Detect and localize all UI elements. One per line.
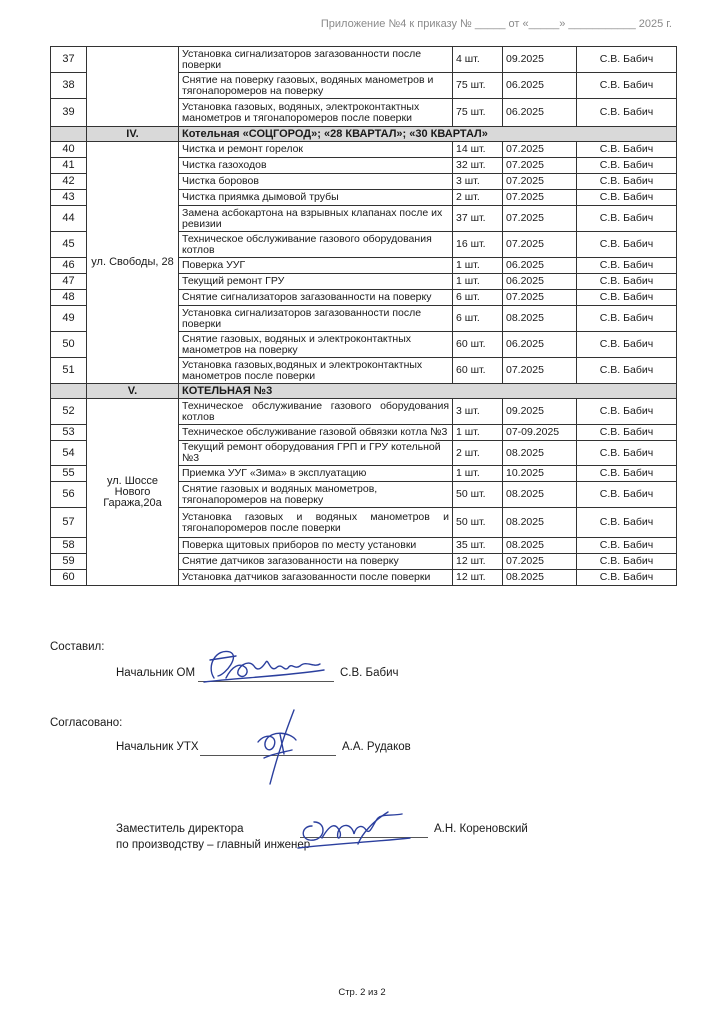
- due-date: 06.2025: [503, 258, 577, 274]
- due-date: 10.2025: [503, 466, 577, 482]
- quantity: 75 шт.: [453, 99, 503, 127]
- quantity: 75 шт.: [453, 73, 503, 99]
- work-description: Чистка боровов: [179, 174, 453, 190]
- responsible: С.В. Бабич: [577, 290, 677, 306]
- row-number: 39: [51, 99, 87, 127]
- page-number: Стр. 2 из 2: [338, 987, 386, 998]
- responsible: С.В. Бабич: [577, 142, 677, 158]
- due-date: 08.2025: [503, 441, 577, 466]
- table-row: [51, 142, 677, 158]
- work-description: Приемка УУГ «Зима» в эксплуатацию: [179, 466, 453, 482]
- address-cell: [87, 47, 179, 127]
- responsible: С.В. Бабич: [577, 482, 677, 508]
- due-date: 07.2025: [503, 232, 577, 258]
- section-header: [51, 127, 677, 142]
- work-description: Техническое обслуживание газового оборудования котлов: [179, 232, 453, 258]
- section-empty: [51, 384, 87, 399]
- due-date: 08.2025: [503, 538, 577, 554]
- work-plan-table: [50, 46, 677, 586]
- agreed2-name: А.Н. Кореновский: [434, 823, 528, 835]
- row-number: 44: [51, 206, 87, 232]
- quantity: 37 шт.: [453, 206, 503, 232]
- work-description: Снятие на поверку газовых, водяных манометров и тягонапоромеров на поверку: [179, 73, 453, 99]
- due-date: 07-09.2025: [503, 425, 577, 441]
- responsible: С.В. Бабич: [577, 399, 677, 425]
- due-date: 09.2025: [503, 399, 577, 425]
- row-number: 60: [51, 570, 87, 586]
- row-number: 51: [51, 358, 87, 384]
- address-cell: ул. Шоссе Нового Гаража,20а: [87, 399, 179, 586]
- due-date: 06.2025: [503, 73, 577, 99]
- work-description: Текущий ремонт оборудования ГРП и ГРУ котельной №3: [179, 441, 453, 466]
- work-description: Чистка и ремонт горелок: [179, 142, 453, 158]
- signature-babich: [196, 638, 346, 688]
- work-description: Установка сигнализаторов загазованности после поверки: [179, 306, 453, 332]
- work-description: Снятие сигнализаторов загазованности на поверку: [179, 290, 453, 306]
- due-date: 08.2025: [503, 570, 577, 586]
- signature-korenovsky: [292, 804, 422, 856]
- quantity: 50 шт.: [453, 508, 503, 538]
- agreed-label: Согласовано:: [50, 717, 123, 729]
- row-number: 49: [51, 306, 87, 332]
- work-description: Техническое обслуживание газовой обвязки котла №3: [179, 425, 453, 441]
- responsible: С.В. Бабич: [577, 274, 677, 290]
- row-number: 37: [51, 47, 87, 73]
- work-description: Снятие газовых, водяных и электроконтактных манометров на поверку: [179, 332, 453, 358]
- work-description: Замена асбокартона на взрывных клапанах после их ревизии: [179, 206, 453, 232]
- responsible: С.В. Бабич: [577, 47, 677, 73]
- quantity: 2 шт.: [453, 441, 503, 466]
- quantity: 6 шт.: [453, 290, 503, 306]
- agreed1-position: Начальник УТХ: [116, 741, 199, 753]
- compiled-name: С.В. Бабич: [340, 667, 399, 679]
- due-date: 06.2025: [503, 332, 577, 358]
- work-description: Установка газовых и водяных манометров и тягонапоромеров после поверки: [179, 508, 453, 538]
- section-title: Котельная «СОЦГОРОД»; «28 КВАРТАЛ»; «30 КВАРТАЛ»: [179, 127, 677, 142]
- row-number: 57: [51, 508, 87, 538]
- due-date: 07.2025: [503, 142, 577, 158]
- section-empty: [51, 127, 87, 142]
- work-description: Техническое обслуживание газового оборудования котлов: [179, 399, 453, 425]
- quantity: 6 шт.: [453, 306, 503, 332]
- work-description: Установка газовых, водяных, электроконтактных манометров и тягонапоромеров после поверки: [179, 99, 453, 127]
- due-date: 08.2025: [503, 482, 577, 508]
- row-number: 50: [51, 332, 87, 358]
- work-description: Чистка приямка дымовой трубы: [179, 190, 453, 206]
- row-number: 58: [51, 538, 87, 554]
- responsible: С.В. Бабич: [577, 332, 677, 358]
- quantity: 3 шт.: [453, 174, 503, 190]
- compiled-position: Начальник ОМ: [116, 667, 196, 679]
- responsible: С.В. Бабич: [577, 206, 677, 232]
- row-number: 45: [51, 232, 87, 258]
- row-number: 52: [51, 399, 87, 425]
- work-description: Поверка УУГ: [179, 258, 453, 274]
- responsible: С.В. Бабич: [577, 441, 677, 466]
- responsible: С.В. Бабич: [577, 358, 677, 384]
- row-number: 42: [51, 174, 87, 190]
- due-date: 07.2025: [503, 174, 577, 190]
- responsible: С.В. Бабич: [577, 158, 677, 174]
- work-description: Чистка газоходов: [179, 158, 453, 174]
- row-number: 54: [51, 441, 87, 466]
- quantity: 60 шт.: [453, 358, 503, 384]
- row-number: 38: [51, 73, 87, 99]
- row-number: 46: [51, 258, 87, 274]
- responsible: С.В. Бабич: [577, 306, 677, 332]
- due-date: 06.2025: [503, 274, 577, 290]
- work-description: Снятие газовых и водяных манометров, тягонапоромеров на поверку: [179, 482, 453, 508]
- section-roman: IV.: [87, 127, 179, 142]
- signature-rudakov: [244, 706, 314, 792]
- compiled-label: Составил:: [50, 641, 105, 653]
- responsible: С.В. Бабич: [577, 99, 677, 127]
- responsible: С.В. Бабич: [577, 466, 677, 482]
- agreed2-position-line2: по производству – главный инженер: [116, 839, 311, 851]
- responsible: С.В. Бабич: [577, 554, 677, 570]
- quantity: 1 шт.: [453, 274, 503, 290]
- due-date: 06.2025: [503, 99, 577, 127]
- quantity: 60 шт.: [453, 332, 503, 358]
- row-number: 59: [51, 554, 87, 570]
- work-description: Текущий ремонт ГРУ: [179, 274, 453, 290]
- due-date: 09.2025: [503, 47, 577, 73]
- table-row: [51, 47, 677, 73]
- due-date: 07.2025: [503, 554, 577, 570]
- quantity: 16 шт.: [453, 232, 503, 258]
- due-date: 07.2025: [503, 158, 577, 174]
- due-date: 07.2025: [503, 190, 577, 206]
- responsible: С.В. Бабич: [577, 174, 677, 190]
- responsible: С.В. Бабич: [577, 190, 677, 206]
- quantity: 1 шт.: [453, 466, 503, 482]
- responsible: С.В. Бабич: [577, 538, 677, 554]
- row-number: 47: [51, 274, 87, 290]
- responsible: С.В. Бабич: [577, 508, 677, 538]
- quantity: 35 шт.: [453, 538, 503, 554]
- agreed1-name: А.А. Рудаков: [342, 741, 411, 753]
- section-header: [51, 384, 677, 399]
- quantity: 1 шт.: [453, 425, 503, 441]
- responsible: С.В. Бабич: [577, 232, 677, 258]
- row-number: 40: [51, 142, 87, 158]
- address-cell: ул. Свободы, 28: [87, 142, 179, 384]
- row-number: 55: [51, 466, 87, 482]
- work-description: Снятие датчиков загазованности на поверку: [179, 554, 453, 570]
- responsible: С.В. Бабич: [577, 570, 677, 586]
- quantity: 3 шт.: [453, 399, 503, 425]
- due-date: 07.2025: [503, 290, 577, 306]
- quantity: 1 шт.: [453, 258, 503, 274]
- section-title: КОТЕЛЬНАЯ №3: [179, 384, 677, 399]
- work-description: Установка сигнализаторов загазованности после поверки: [179, 47, 453, 73]
- row-number: 41: [51, 158, 87, 174]
- row-number: 43: [51, 190, 87, 206]
- due-date: 08.2025: [503, 306, 577, 332]
- responsible: С.В. Бабич: [577, 425, 677, 441]
- row-number: 56: [51, 482, 87, 508]
- quantity: 4 шт.: [453, 47, 503, 73]
- responsible: С.В. Бабич: [577, 73, 677, 99]
- quantity: 2 шт.: [453, 190, 503, 206]
- due-date: 08.2025: [503, 508, 577, 538]
- quantity: 50 шт.: [453, 482, 503, 508]
- quantity: 14 шт.: [453, 142, 503, 158]
- appendix-header: Приложение №4 к приказу № _____ от «_____» ___________ 2025 г.: [320, 18, 672, 30]
- quantity: 32 шт.: [453, 158, 503, 174]
- table-row: [51, 399, 677, 425]
- row-number: 48: [51, 290, 87, 306]
- responsible: С.В. Бабич: [577, 258, 677, 274]
- work-description: Установка газовых,водяных и электроконтактных манометров после поверки: [179, 358, 453, 384]
- due-date: 07.2025: [503, 206, 577, 232]
- quantity: 12 шт.: [453, 570, 503, 586]
- work-description: Поверка щитовых приборов по месту установки: [179, 538, 453, 554]
- due-date: 07.2025: [503, 358, 577, 384]
- quantity: 12 шт.: [453, 554, 503, 570]
- agreed2-position-line1: Заместитель директора: [116, 823, 244, 835]
- section-roman: V.: [87, 384, 179, 399]
- work-description: Установка датчиков загазованности после поверки: [179, 570, 453, 586]
- row-number: 53: [51, 425, 87, 441]
